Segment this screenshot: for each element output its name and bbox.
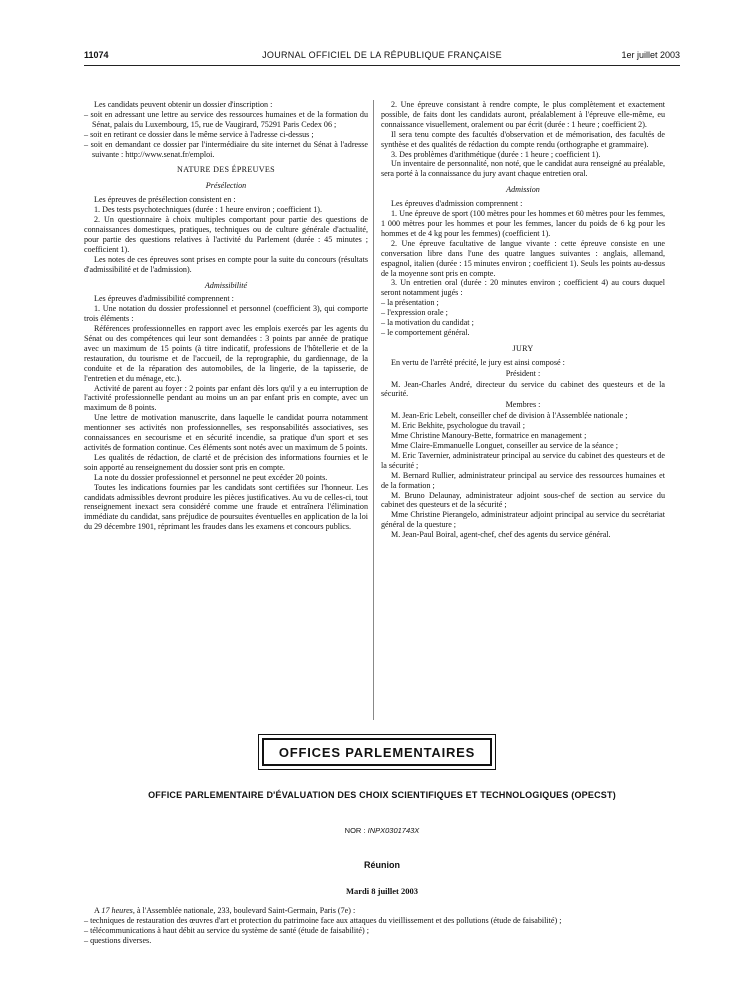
nor-line bbox=[84, 826, 680, 835]
agenda-item: – techniques de restauration des œuvres d'art et protection du patrimoine face aux attaques du vieillissement et des pollutions (étude de faisabilité) ; bbox=[84, 915, 562, 925]
meeting-time: 17 heures bbox=[101, 906, 133, 915]
jury-member: Mme Claire-Emmanuelle Longuet, conseiller au service de la séance ; bbox=[391, 441, 618, 450]
paragraph: 1. Une épreuve de sport (100 mètres pour les hommes et 60 mètres pour les femmes, 1 000 mètres pour les hommes et pour les femmes, lancer du poids de 6 kg pour les hommes et de 4 kg pour les femmes) (coefficient 1). bbox=[381, 209, 665, 238]
paragraph: Références professionnelles en rapport avec les emplois exercés par les agents du Sénat ou des compétences qui leur sont demandées : 3 points par année de pratique avec un maximum de 15 points (à titre indicatif, professions de l'hôtellerie et de la restauration, du tourisme et de l'accueil, de la reprographie, du gardiennage, de la conduite et de la réparation des automobiles, de la lingerie, de la tapisserie, de l'entretien et du ménage, etc.). bbox=[84, 324, 368, 383]
jury-heading: JURY bbox=[512, 343, 534, 353]
preselection-heading: Présélection bbox=[205, 181, 247, 191]
running-header bbox=[84, 50, 680, 64]
reunion-heading: Réunion bbox=[364, 860, 400, 870]
judged-item: – la présentation ; bbox=[381, 298, 439, 308]
members-label: Membres : bbox=[505, 400, 541, 410]
jury-member: M. Eric Tavernier, administrateur principal au service du cabinet des questeurs et de la sécurité ; bbox=[381, 450, 665, 470]
office-title: OFFICE PARLEMENTAIRE D'ÉVALUATION DES CHOIX SCIENTIFIQUES ET TECHNOLOGIQUES (OPECST) bbox=[148, 790, 616, 800]
intro-item: – soit en retirant ce dossier dans le même service à l'adresse ci-dessus ; bbox=[84, 129, 314, 139]
jury-member: M. Jean-Eric Lebelt, conseiller chef de division à l'Assemblée nationale ; bbox=[391, 411, 628, 421]
paragraph: 3. Un entretien oral (durée : 20 minutes environ ; coefficient 4) au cours duquel seront notamment jugés : bbox=[381, 278, 665, 298]
judged-item: – l'expression orale ; bbox=[381, 308, 448, 318]
meeting-details bbox=[84, 906, 680, 946]
paragraph: 1. Une notation du dossier professionnel et personnel (coefficient 3), qui comporte trois éléments : bbox=[84, 304, 368, 324]
right-column bbox=[381, 100, 665, 540]
admission-heading: Admission bbox=[506, 185, 540, 195]
paragraph: Activité de parent au foyer : 2 points par enfant dès lors qu'il y a eu interruption de l'activité professionnelle pendant au moins un an par enfant pris en compte, avec un maximum de 8 points. bbox=[84, 383, 368, 413]
journal-title: JOURNAL OFFICIEL DE LA RÉPUBLIQUE FRANÇAISE bbox=[262, 50, 502, 60]
admissibilite-heading: Admissibilité bbox=[204, 280, 248, 290]
paragraph: 2. Une épreuve consistant à rendre compte, le plus complètement et exactement possible, de faits dont les candidats auront, préalablement à l'épreuve elle-même, eu connaissance visuellement, oralement ou par écrit (durée : 1 heure ; coefficient 2). bbox=[381, 100, 665, 129]
jury-member: M. Bruno Delaunay, administrateur adjoint sous-chef de section au service du cabinet des questeurs et de la sécurité ; bbox=[381, 490, 665, 510]
nor-value: INPX0301743X bbox=[367, 826, 420, 835]
intro-item: – soit en demandant ce dossier par l'intermédiaire du site internet du Sénat à l'adresse suivante : http://www.senat.fr/emploi. bbox=[84, 139, 368, 159]
paragraph: Un inventaire de personnalité, non noté, que le candidat aura renseigné au préalable, sera porté à la connaissance du jury avant chaque entretien oral. bbox=[381, 159, 665, 179]
president: M. Jean-Charles André, directeur du service du cabinet des questeurs et de la sécurité. bbox=[381, 379, 665, 399]
meeting-intro: A 17 heures, à l'Assemblée nationale, 233, boulevard Saint-Germain, Paris (7e) : bbox=[94, 906, 356, 915]
jury-member: M. Eric Bekhite, psychologue du travail ; bbox=[391, 421, 525, 431]
paragraph: Les notes de ces épreuves sont prises en compte pour la suite du concours (résultats d'admissibilité et de l'admission). bbox=[84, 254, 368, 274]
paragraph: Les épreuves de présélection consistent en : bbox=[94, 195, 236, 205]
page-number: 11074 bbox=[84, 50, 109, 60]
jury-member: M. Bernard Rullier, administrateur principal au service des ressources humaines et de la formation ; bbox=[381, 470, 665, 490]
paragraph: 2. Une épreuve facultative de langue vivante : cette épreuve consiste en une conversation libre dans l'une des quatre langues suivantes : anglais, allemand, espagnol, italien (durée : 15 minutes environ ; coefficient 1). Seuls les points au-dessus de la moyenne sont pris en compte. bbox=[381, 238, 665, 278]
left-column bbox=[84, 100, 368, 532]
section-box-title: OFFICES PARLEMENTAIRES bbox=[262, 738, 492, 766]
president-label: Président : bbox=[505, 368, 541, 378]
agenda-item: – télécommunications à haut débit au service du système de santé (étude de faisabilité) ; bbox=[84, 925, 369, 935]
jury-member: Mme Christine Manoury-Bette, formatrice en management ; bbox=[391, 431, 587, 441]
paragraph: Il sera tenu compte des facultés d'observation et de mémorisation, des facultés de synthèse et des qualités de rédaction du compte rendu (orthographe et grammaire). bbox=[381, 129, 665, 149]
paragraph: Les épreuves d'admission comprennent : bbox=[391, 199, 523, 209]
meeting-place: , à l'Assemblée nationale, 233, boulevard Saint-Germain, Paris (7e) : bbox=[132, 906, 356, 915]
jury-member: M. Jean-Paul Boiral, agent-chef, chef des agents du service général. bbox=[391, 530, 611, 540]
paragraph: 2. Un questionnaire à choix multiples comportant pour partie des questions de connaissances domestiques, pratiques, techniques ou de culture générale d'actualité, pour partie des questions relatives à l'activité du Parlement (durée : 45 minutes ; coefficient 1). bbox=[84, 215, 368, 254]
jury-member: Mme Christine Pierangelo, administrateur adjoint principal au service du secrétariat général de la questure ; bbox=[381, 510, 665, 530]
section-box bbox=[258, 734, 496, 770]
judged-item: – le comportement général. bbox=[381, 327, 470, 337]
nor-label: NOR : bbox=[344, 826, 366, 835]
intro-item: – soit en adressant une lettre au service des ressources humaines et de la formation du Sénat, palais du Luxembourg, 15, rue de Vaugirard, 75291 Paris Cedex 06 ; bbox=[84, 109, 368, 129]
meeting-date: Mardi 8 juillet 2003 bbox=[345, 886, 418, 896]
judged-item: – la motivation du candidat ; bbox=[381, 318, 474, 328]
column-separator bbox=[373, 100, 374, 720]
paragraph: Les qualités de rédaction, de clarté et de précision des informations fournies et le soin apporté au renseignement du dossier sont pris en compte. bbox=[84, 452, 368, 472]
issue-date: 1er juillet 2003 bbox=[621, 50, 680, 60]
paragraph: Les épreuves d'admissibilité comprennent : bbox=[94, 294, 234, 304]
intro-text: Les candidats peuvent obtenir un dossier d'inscription : bbox=[94, 100, 273, 109]
nature-heading: NATURE DES ÉPREUVES bbox=[177, 165, 275, 175]
jury-intro: En vertu de l'arrêté précité, le jury est ainsi composé : bbox=[391, 357, 565, 367]
paragraph: 3. Des problèmes d'arithmétique (durée : 1 heure ; coefficient 1). bbox=[391, 149, 601, 159]
paragraph: La note du dossier professionnel et personnel ne peut excéder 20 points. bbox=[94, 472, 328, 482]
paragraph: Une lettre de motivation manuscrite, dans laquelle le candidat pourra notamment mentionner ses activités non professionnelles, ses responsabilités associatives, ses connaissances en secourisme et en sécurité incendie, sa pratique d'un sport et ses activités de formation continue. Ces éléments sont notés avec un maximum de 5 points. bbox=[84, 413, 368, 452]
paragraph: Toutes les indications fournies par les candidats sont certifiées sur l'honneur. Les candidats admissibles devront produire les pièces justificatives. Au vu de celles-ci, tout renseignement inexact sera considéré comme une fraude et entraînera l'élimination immédiate du candidat, sans préjudice de poursuites éventuelles en application de la loi du 29 décembre 1901, réprimant les fraudes dans les examens et concours publics. bbox=[84, 482, 368, 532]
paragraph: 1. Des tests psychotechniques (durée : 1 heure environ ; coefficient 1). bbox=[94, 205, 322, 215]
agenda-item: – questions diverses. bbox=[84, 935, 152, 945]
header-rule bbox=[84, 65, 680, 66]
